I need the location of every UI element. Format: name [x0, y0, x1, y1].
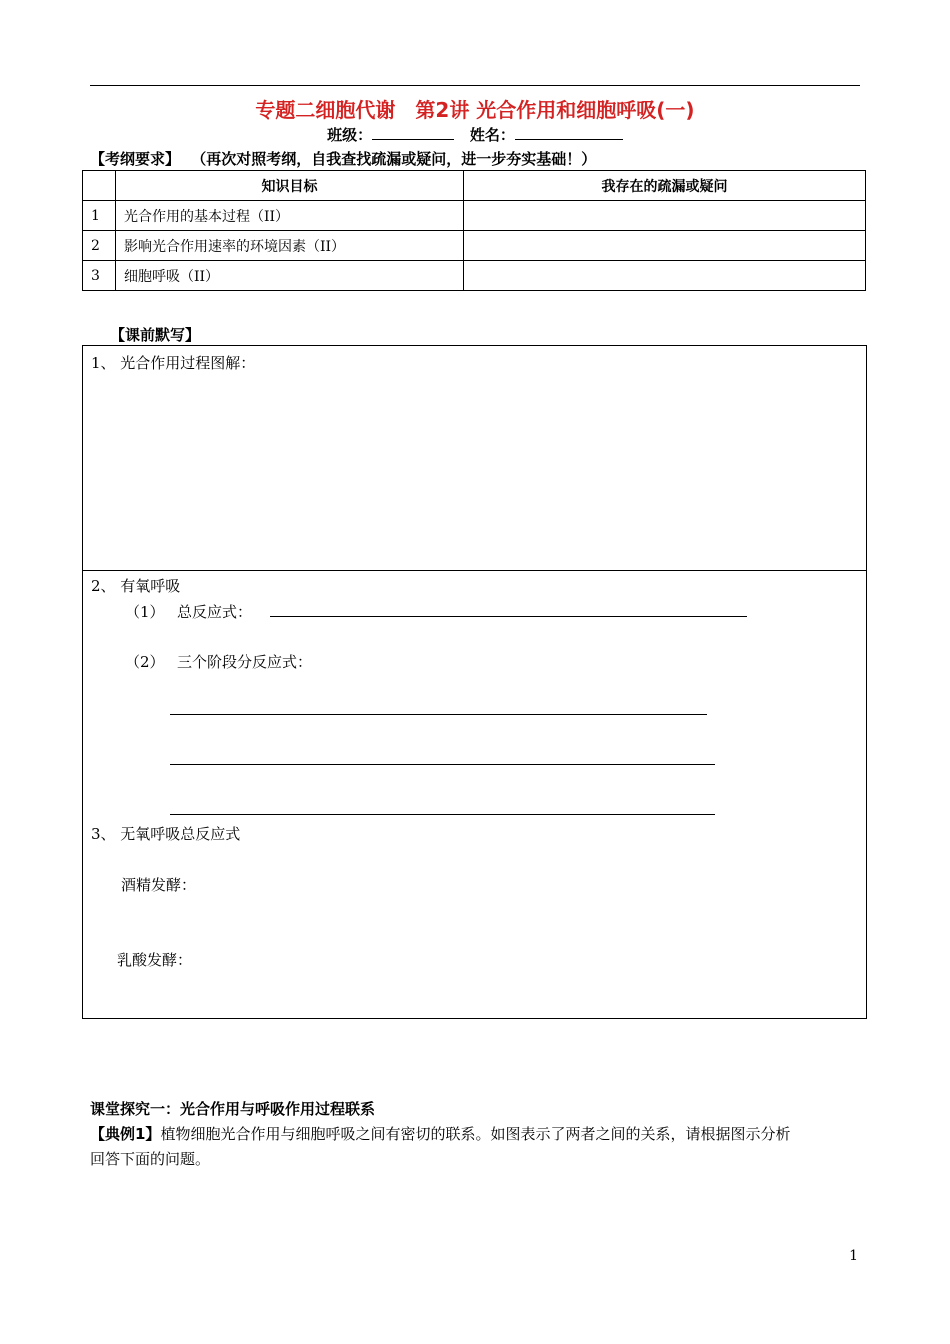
header-num-cell	[83, 171, 116, 201]
row-num: 3	[83, 261, 116, 291]
table-row	[83, 201, 866, 231]
row-gap-cell	[464, 201, 866, 231]
item2-sub1-num: （1）	[125, 603, 165, 621]
page-title: 专题二细胞代谢 第2讲 光合作用和细胞呼吸(一)	[255, 98, 695, 122]
header-gap-cell: 我存在的疏漏或疑问	[464, 171, 866, 201]
lactic-fermentation-label: 乳酸发酵：	[117, 951, 193, 969]
requirements-table	[82, 170, 866, 291]
dictation-box-2	[82, 570, 867, 1019]
explore-heading: 课堂探究一：光合作用与呼吸作用过程联系	[90, 1100, 376, 1118]
table-row	[83, 261, 866, 291]
name-blank	[515, 125, 623, 140]
item1-label: 1、 光合作用过程图解：	[91, 354, 256, 372]
stage2-blank	[170, 764, 715, 765]
row-goal: 光合作用的基本过程（II）	[116, 201, 464, 231]
row-goal: 细胞呼吸（II）	[116, 261, 464, 291]
requirements-heading-line	[90, 148, 596, 169]
table-row	[83, 231, 866, 261]
alcohol-fermentation-label: 酒精发酵：	[121, 876, 197, 894]
item2-sub2-label: 三个阶段分反应式：	[177, 653, 313, 671]
class-label: 班级：	[327, 126, 373, 144]
header-rule	[90, 85, 860, 86]
dictation-heading: 【课前默写】	[110, 326, 201, 344]
example-text-2: 回答下面的问题。	[90, 1150, 211, 1168]
total-equation-blank	[270, 616, 747, 617]
class-blank	[372, 125, 454, 140]
student-info-line	[0, 124, 950, 145]
stage3-blank	[170, 814, 715, 815]
example-paragraph	[90, 1123, 870, 1144]
row-gap-cell	[464, 261, 866, 291]
name-label: 姓名：	[469, 126, 515, 144]
header-goal-cell: 知识目标	[116, 171, 464, 201]
item2-label: 2、 有氧呼吸	[91, 577, 181, 595]
requirements-note: （再次对照考纲，自我查找疏漏或疑问，进一步夯实基础！）	[191, 150, 597, 168]
row-gap-cell	[464, 231, 866, 261]
row-goal: 影响光合作用速率的环境因素（II）	[116, 231, 464, 261]
item3-label: 3、 无氧呼吸总反应式	[91, 825, 241, 843]
table-header-row	[83, 171, 866, 201]
row-num: 1	[83, 201, 116, 231]
row-num: 2	[83, 231, 116, 261]
page-number: 1	[849, 1248, 858, 1264]
example-text-1: 植物细胞光合作用与细胞呼吸之间有密切的联系。如图表示了两者之间的关系，请根据图示分析	[160, 1125, 791, 1143]
item2-sub1-label: 总反应式：	[177, 603, 253, 621]
item2-sub2-num: （2）	[125, 653, 165, 671]
dictation-box-1	[82, 345, 867, 571]
requirements-heading: 【考纲要求】	[90, 150, 181, 168]
example-label: 【典例1】	[90, 1125, 161, 1143]
stage1-blank	[170, 714, 707, 715]
